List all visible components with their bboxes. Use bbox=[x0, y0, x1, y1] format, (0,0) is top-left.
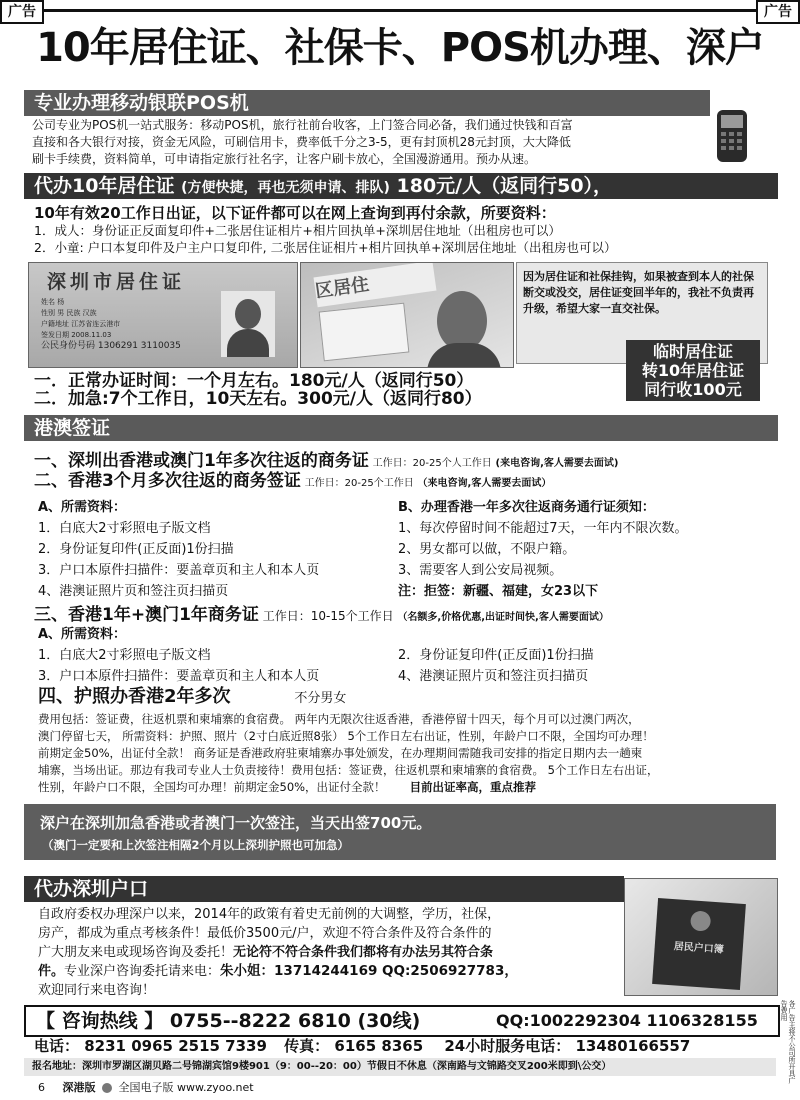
hotline-bar bbox=[24, 1005, 780, 1037]
tel-label: 电话： bbox=[34, 1037, 80, 1055]
hk-para-line: 费用包括：签证费，往返机票和柬埔寨的食宿费。 两年内无限次往返香港，香港停留十四天，每个月可以过澳门两次， bbox=[38, 712, 640, 726]
hk-item1 bbox=[34, 450, 778, 472]
hukou-book-photo bbox=[624, 878, 778, 996]
residence-normal: 一．正常办证时间：一个月左右。180元/人（返同行50） bbox=[34, 371, 474, 391]
top-rule bbox=[0, 9, 800, 12]
hk-item2-note: 工作日：20-25个工作日 bbox=[304, 478, 414, 489]
national-edition[interactable]: 全国电子版 www.zyoo.net bbox=[118, 1081, 254, 1094]
card-fields bbox=[41, 297, 181, 352]
logo-icon bbox=[102, 1083, 112, 1093]
contact-row bbox=[34, 1036, 774, 1056]
hk-item3-note: 工作日：10-15个工作日 bbox=[262, 609, 394, 623]
residence-urgent: 二．加急:7个工作日，10天左右。300元/人（返同行80） bbox=[34, 389, 482, 409]
hk-a-title: A、所需资料： bbox=[38, 500, 127, 515]
hk-item1-title: 一、深圳出香港或澳门1年多次往返的商务证 bbox=[34, 451, 369, 471]
emblem-icon bbox=[690, 910, 711, 931]
hukou-line-bold: 件。 bbox=[38, 964, 65, 979]
urgent-line2: （澳门一定要和上次签注相隔2个月以上深圳护照也可加急） bbox=[42, 838, 349, 852]
side-note: 各广告主将不公司所开具广告费用 bbox=[780, 1000, 796, 1084]
residence-req-adult: 1．成人：身份证正反面复印件+二张居住证相片+相片回执单+深圳居住地址（出租房也可以） bbox=[34, 223, 561, 238]
hk-b-item: 2、男女都可以做，不限户籍。 bbox=[398, 542, 576, 557]
hukou-line: 房产，都成为重点考核条件！最低价3500元/户，欢迎不符合条件及符合条件的 bbox=[38, 926, 492, 941]
tel-number[interactable]: 8231 0965 2515 7339 bbox=[84, 1037, 267, 1055]
temp-permit-stamp bbox=[626, 340, 760, 401]
hotline-qq: QQ:1002292304 1106328155 bbox=[496, 1011, 758, 1030]
card-title: 深圳市居住证 bbox=[47, 271, 186, 293]
hukou-line: 广大朋友来电或现场咨询及委托！ bbox=[38, 945, 234, 960]
hk-item2-paren: （来电咨询,客人需要去面试） bbox=[417, 478, 552, 489]
page-number: 6 bbox=[38, 1081, 45, 1094]
hk-para-bold: 目前出证率高，重点推荐 bbox=[409, 780, 537, 794]
hk-section-title: 港澳签证 bbox=[24, 415, 778, 441]
hukou-text bbox=[38, 905, 628, 1000]
hotline-label: 【 咨询热线 】 bbox=[36, 1010, 164, 1032]
residence-intro: 10年有效20工作日出证，以下证件都可以在网上查询到再付余款，所要资料： bbox=[34, 204, 556, 222]
hk-passport-para bbox=[38, 711, 778, 796]
hk-a-item: 1．白底大2寸彩照电子版文档 bbox=[38, 521, 211, 536]
card-field: 户籍地址 江苏省连云港市 bbox=[41, 320, 121, 328]
fax-label: 传真： bbox=[284, 1037, 330, 1055]
hk-item3 bbox=[34, 604, 778, 626]
hk-c-item: 4、港澳证照片页和签注页扫描页 bbox=[398, 669, 589, 684]
pos-line: 直接和各大银行对接，资金无风险，可刷信用卡，费率低千分之3-5，更有封顶机28元封顶，大大降低 bbox=[32, 135, 571, 149]
residence-title-note: (方便快捷，再也无须申请、排队) bbox=[181, 180, 390, 196]
hk-item3-title: 三、香港1年+澳门1年商务证 bbox=[34, 605, 259, 625]
hk-c-item: 3．户口本原件扫描件：要盖章页和主人和本人页 bbox=[38, 669, 320, 684]
hukou-contact: 朱小姐：13714244169 QQ:2506927783， bbox=[220, 963, 518, 979]
urgent-line1: 深户在深圳加急香港或者澳门一次签注，当天出签700元。 bbox=[40, 814, 432, 832]
hk-item2-title: 二、香港3个月多次往返的商务签证 bbox=[34, 471, 301, 491]
hk-a-item: 2．身份证复印件(正反面)1份扫描 bbox=[38, 542, 234, 557]
page-headline: 10年居住证、社保卡、POS机办理、深户 bbox=[36, 25, 764, 71]
hukou-line-bold: 无论符不符合条件我们都将有办法另其符合条 bbox=[233, 945, 494, 960]
stamp-line: 转10年居住证 bbox=[641, 361, 745, 380]
hk-c-right bbox=[398, 645, 778, 687]
hotline-number[interactable]: 0755--8222 6810 (30线) bbox=[169, 1010, 421, 1032]
card-field: 签发日期 2008.11.03 bbox=[41, 331, 112, 339]
residence-notice: 因为居住证和社保挂钩，如果被查到本人的社保断交或没交，居住证变回半年的，我社不负责再升级，希望大家一直交社保。 bbox=[523, 270, 754, 315]
hk-b-title: B、办理香港一年多次往返商务通行证须知： bbox=[398, 500, 655, 515]
hk-item3-paren: （名额多,价格优惠,出证时间快,客人需要面试） bbox=[397, 612, 609, 623]
address-label: 报名地址： bbox=[32, 1061, 82, 1072]
hukou-book-title: 居民户口簿 bbox=[673, 941, 725, 956]
hk-item1-paren: (来电咨询,客人需要去面试) bbox=[495, 458, 619, 469]
card-field: 公民身份号码 1306291 3110035 bbox=[41, 341, 181, 351]
residence-section-title bbox=[24, 173, 778, 199]
address-row bbox=[24, 1058, 776, 1076]
fax-number: 6165 8365 bbox=[334, 1037, 424, 1055]
ad-label-left: 广告 bbox=[0, 0, 44, 24]
address-text: 深圳市罗湖区湖贝路二号锦湖宾馆9楼901（9：00--20：00）节假日不休息（深南路与文锦路交叉200米即到\公交） bbox=[82, 1061, 612, 1072]
hk-c-left bbox=[38, 624, 398, 687]
service-label: 24小时服务电话： bbox=[444, 1037, 571, 1055]
pos-terminal-icon bbox=[707, 108, 759, 164]
service-number[interactable]: 13480166557 bbox=[575, 1037, 691, 1055]
card-field: 姓名 杨 bbox=[41, 298, 65, 306]
pos-text bbox=[32, 117, 702, 168]
hukou-line: 专业深户咨询委托请来电： bbox=[64, 964, 221, 979]
stamp-line: 同行收100元 bbox=[644, 380, 742, 399]
hk-item4-note: 不分男女 bbox=[294, 691, 347, 706]
residence-req-child: 2．小童: 户口本复印件及户主户口复印件, 二张居住证相片+相片回执单+深圳居住地址（出租房也可以） bbox=[34, 240, 617, 255]
hk-b-item: 3、需要客人到公安局视频。 bbox=[398, 563, 563, 578]
residence-title: 代办10年居住证 bbox=[34, 175, 175, 197]
hk-para-line: 前期定金50%，出证付全款！ 商务证是香港政府驻柬埔寨办事处颁发，在办理期间需随我司安排的指定日期内去一趟柬 bbox=[38, 746, 643, 760]
card-portrait bbox=[221, 291, 275, 357]
pos-section-title: 专业办理移动银联POS机 bbox=[24, 90, 710, 116]
residence-card-photo bbox=[28, 262, 298, 368]
hk-item4 bbox=[38, 686, 778, 708]
residence-title-price: 180元/人（返同行50）， bbox=[396, 175, 613, 197]
hk-para-line: 性别，年龄户口不限，全国均可办理！前期定金50%，出证付全款！ bbox=[38, 780, 386, 794]
hk-item1-note: 工作日：20-25个人工作日 bbox=[372, 458, 492, 469]
hk-c-title: A、所需资料： bbox=[38, 627, 127, 642]
hukou-section-title: 代办深圳户口 bbox=[24, 876, 624, 902]
hk-a-item: 3．户口本原件扫描件：要盖章页和主人和本人页 bbox=[38, 563, 320, 578]
hk-c-item: 2．身份证复印件(正反面)1份扫描 bbox=[398, 648, 594, 663]
hk-a-item: 4、港澳证照片页和签注页扫描页 bbox=[38, 584, 229, 599]
hk-c-item: 1．白底大2寸彩照电子版文档 bbox=[38, 648, 211, 663]
hk-para-line: 澳门停留七天， 所需资料：护照、照片（2寸白底近照8张） 5个工作日左右出证，性别，年龄户口不限，全国均可办理！ bbox=[38, 729, 654, 743]
hukou-line: 欢迎同行来电咨询！ bbox=[38, 983, 156, 998]
customer-photo: 区居住 bbox=[300, 262, 514, 368]
hk-para-line: 埔寨，当场出证。那边有我司专业人士负责接待！费用包括：签证费，往返机票和柬埔寨的食宿费。 5个工作日左右出证， bbox=[38, 763, 659, 777]
edition-label: 深港版 bbox=[62, 1081, 96, 1094]
hk-item4-title: 四、护照办香港2年多次 bbox=[38, 686, 231, 707]
pos-line: 公司专业为POS机一站式服务：移动POS机，旅行社前台收客，上门签合同必备，我们通过快钱和百富 bbox=[32, 118, 573, 132]
stamp-line: 临时居住证 bbox=[652, 342, 733, 361]
hk-item2 bbox=[34, 470, 778, 492]
hk-a-list bbox=[38, 497, 398, 602]
page-footer bbox=[38, 1080, 438, 1096]
card-field: 性别 男 民族 汉族 bbox=[41, 309, 97, 317]
hukou-line: 自政府委权办理深户以来，2014年的政策有着史无前例的大调整，学历，社保， bbox=[38, 907, 501, 922]
pos-line: 刷卡手续费，资料简单，可申请指定旅行社名字，让客户刷卡放心，全国漫游通用。预办从速。 bbox=[32, 152, 537, 166]
ad-label-right: 广告 bbox=[756, 0, 800, 24]
urgent-panel bbox=[24, 804, 776, 860]
hk-b-item: 1、每次停留时间不能超过7天，一年内不限次数。 bbox=[398, 521, 688, 536]
hk-b-list bbox=[398, 497, 778, 602]
hk-b-note: 注：拒签：新疆、福建，女23以下 bbox=[398, 584, 599, 599]
